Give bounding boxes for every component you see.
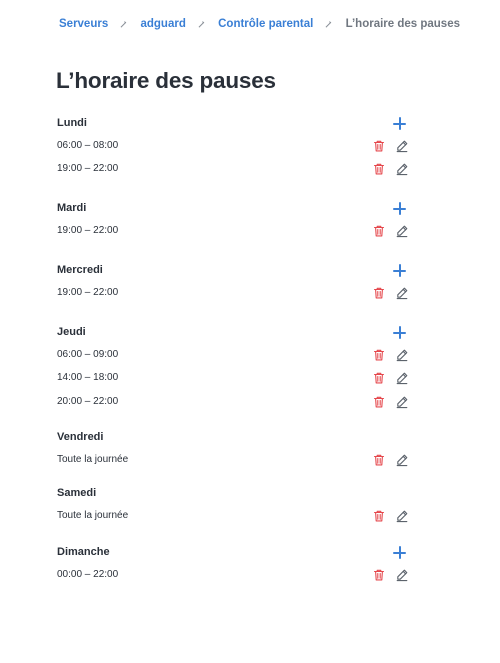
time-slot-label: Toute la journée: [57, 510, 129, 521]
day-name: Mercredi: [57, 264, 103, 276]
day-name: Jeudi: [57, 326, 86, 338]
time-slot-label: 06:00 – 09:00: [57, 349, 119, 360]
time-slot-row: [57, 220, 414, 243]
day-header: [57, 427, 414, 449]
day-header: [57, 322, 414, 344]
trash-icon[interactable]: [372, 139, 386, 153]
time-slot-row: [57, 282, 414, 305]
day-name: Mardi: [57, 202, 87, 214]
trash-icon[interactable]: [372, 395, 386, 409]
day-section-dimanche: [57, 542, 414, 587]
page-title: L’horaire des pauses: [56, 68, 276, 93]
time-slot-row: [57, 391, 414, 414]
pencil-icon[interactable]: [395, 371, 409, 385]
time-slot-row: [57, 505, 414, 528]
time-slot-row: [57, 449, 414, 472]
trash-icon[interactable]: [372, 371, 386, 385]
time-slot-row: [57, 344, 414, 367]
trash-icon[interactable]: [372, 453, 386, 467]
time-slot-row: [57, 158, 414, 181]
pencil-icon[interactable]: [395, 509, 409, 523]
time-slot-row: [57, 564, 414, 587]
add-slot-button[interactable]: [392, 545, 408, 561]
time-slot-row: [57, 135, 414, 158]
add-slot-button[interactable]: [392, 263, 408, 279]
day-name: Samedi: [57, 487, 97, 499]
add-slot-button[interactable]: [392, 116, 408, 132]
trash-icon[interactable]: [372, 286, 386, 300]
day-header: [57, 260, 414, 282]
time-slot-row: [57, 367, 414, 390]
breadcrumb-item-servers[interactable]: Serveurs: [59, 18, 109, 30]
time-slot-label: 19:00 – 22:00: [57, 163, 119, 175]
time-slot-label: 06:00 – 08:00: [57, 140, 119, 151]
add-slot-button[interactable]: [392, 325, 408, 341]
trash-icon[interactable]: [372, 162, 386, 176]
time-slot-label: 14:00 – 18:00: [57, 372, 119, 384]
pencil-icon[interactable]: [395, 395, 409, 409]
chevron-right-icon: [198, 21, 205, 28]
trash-icon[interactable]: [372, 509, 386, 523]
day-section-mardi: [57, 198, 414, 243]
trash-icon[interactable]: [372, 224, 386, 238]
time-slot-label: 00:00 – 22:00: [57, 569, 119, 580]
pencil-icon[interactable]: [395, 348, 409, 362]
day-header: [57, 542, 414, 564]
chevron-right-icon: [120, 21, 127, 28]
day-section-vendredi: [57, 427, 414, 472]
breadcrumb-item-server[interactable]: adguard: [140, 18, 186, 30]
time-slot-label: 20:00 – 22:00: [57, 395, 119, 407]
breadcrumb: [59, 16, 460, 32]
chevron-right-icon: [325, 21, 332, 28]
time-slot-label: 19:00 – 22:00: [57, 225, 119, 236]
pencil-icon[interactable]: [395, 139, 409, 153]
pencil-icon[interactable]: [395, 162, 409, 176]
pencil-icon[interactable]: [395, 568, 409, 582]
day-name: Lundi: [57, 117, 87, 129]
day-header: [57, 113, 414, 135]
day-section-samedi: [57, 483, 414, 528]
day-section-jeudi: [57, 322, 414, 414]
day-header: [57, 483, 414, 505]
day-section-lundi: [57, 113, 414, 182]
trash-icon[interactable]: [372, 568, 386, 582]
breadcrumb-current: L’horaire des pauses: [345, 18, 460, 30]
pencil-icon[interactable]: [395, 224, 409, 238]
add-slot-button[interactable]: [392, 201, 408, 217]
breadcrumb-item-parental-control[interactable]: Contrôle parental: [218, 18, 314, 30]
time-slot-label: 19:00 – 22:00: [57, 287, 119, 298]
pencil-icon[interactable]: [395, 286, 409, 300]
time-slot-label: Toute la journée: [57, 454, 129, 465]
trash-icon[interactable]: [372, 348, 386, 362]
day-name: Dimanche: [57, 546, 110, 558]
day-section-mercredi: [57, 260, 414, 305]
pencil-icon[interactable]: [395, 453, 409, 467]
day-name: Vendredi: [57, 431, 104, 443]
day-header: [57, 198, 414, 220]
